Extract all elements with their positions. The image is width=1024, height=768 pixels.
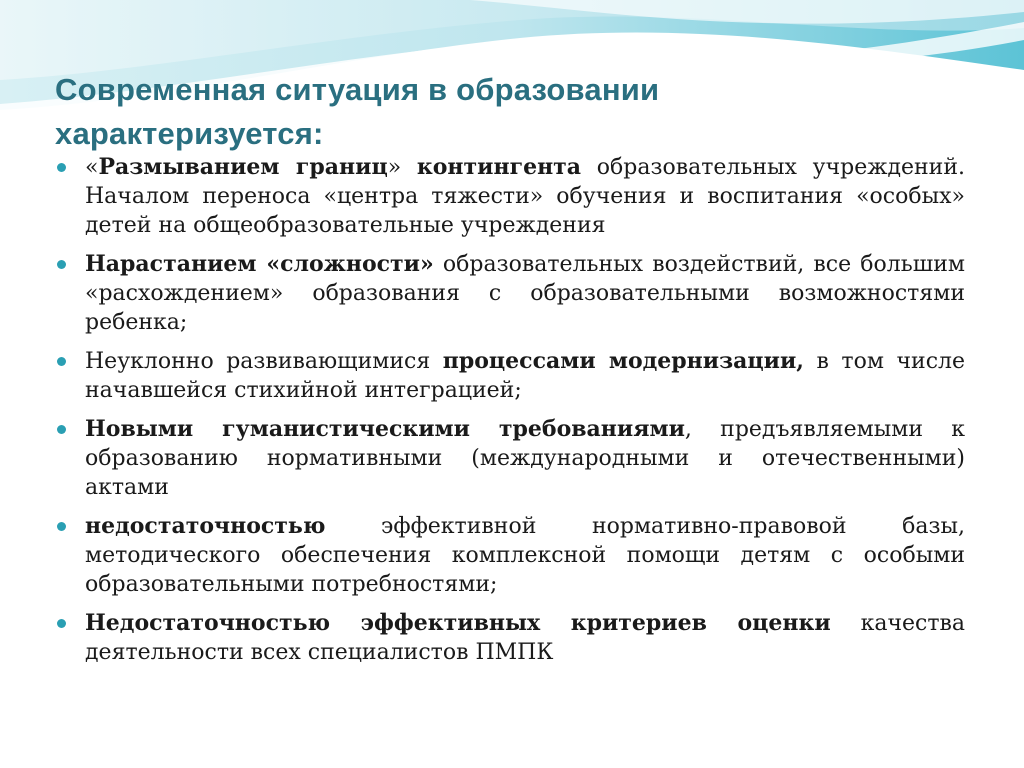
bullet-text: качества деятельности всех специалистов ПМПК <box>85 611 966 665</box>
bullet-text: , предъявляемыми к образованию нормативными (международными и отечественными) актами <box>85 417 966 500</box>
bullet-item <box>55 347 965 405</box>
slide-title <box>55 68 955 156</box>
bullet-emphasis: Новыми гуманистическими требованиями <box>85 416 685 442</box>
bullet-emphasis: Недостаточностью эффективных критериев оценки <box>85 610 831 636</box>
bullet-emphasis: процессами модернизации, <box>442 348 804 374</box>
bullet-item <box>55 153 965 240</box>
bullet-emphasis: Нарастанием «сложности» <box>85 251 434 277</box>
bullet-text: в том числе начавшейся стихийной интеграцией; <box>85 349 966 403</box>
bullet-text: Неуклонно развивающимися <box>85 349 443 374</box>
bullet-dot-icon <box>57 425 66 434</box>
bullet-item <box>55 512 965 599</box>
bullet-item <box>55 415 965 502</box>
title-line-2: характеризуется: <box>55 116 324 151</box>
bullet-dot-icon <box>57 522 66 531</box>
bullet-dot-icon <box>57 619 66 628</box>
bullet-dot-icon <box>57 260 66 269</box>
bullet-text: эффективной нормативно-правовой базы, методического обеспечения комплексной помощи детям с особыми образовательными потребностями; <box>85 514 965 597</box>
bullet-item <box>55 250 965 337</box>
bullet-dot-icon <box>57 163 66 172</box>
bullet-dot-icon <box>57 357 66 366</box>
bullet-item <box>55 609 965 667</box>
bullet-emphasis: контингента <box>416 154 582 180</box>
bullet-text: образовательных учреждений. Началом переноса «центра тяжести» обучения и воспитания «особых» детей на общеобразовательные учреждения <box>85 155 965 238</box>
bullet-list <box>55 153 965 677</box>
bullet-emphasis: Размыванием границ <box>98 154 388 180</box>
bullet-text: образовательных воздействий, все большим «расхождением» образования с образовательными возможностями ребенка; <box>85 252 965 335</box>
bullet-text: « <box>85 155 99 180</box>
bullet-emphasis: недостаточностью <box>85 513 326 539</box>
title-line-1: Современная ситуация в образовании <box>55 72 660 107</box>
bullet-text: » <box>387 155 417 180</box>
